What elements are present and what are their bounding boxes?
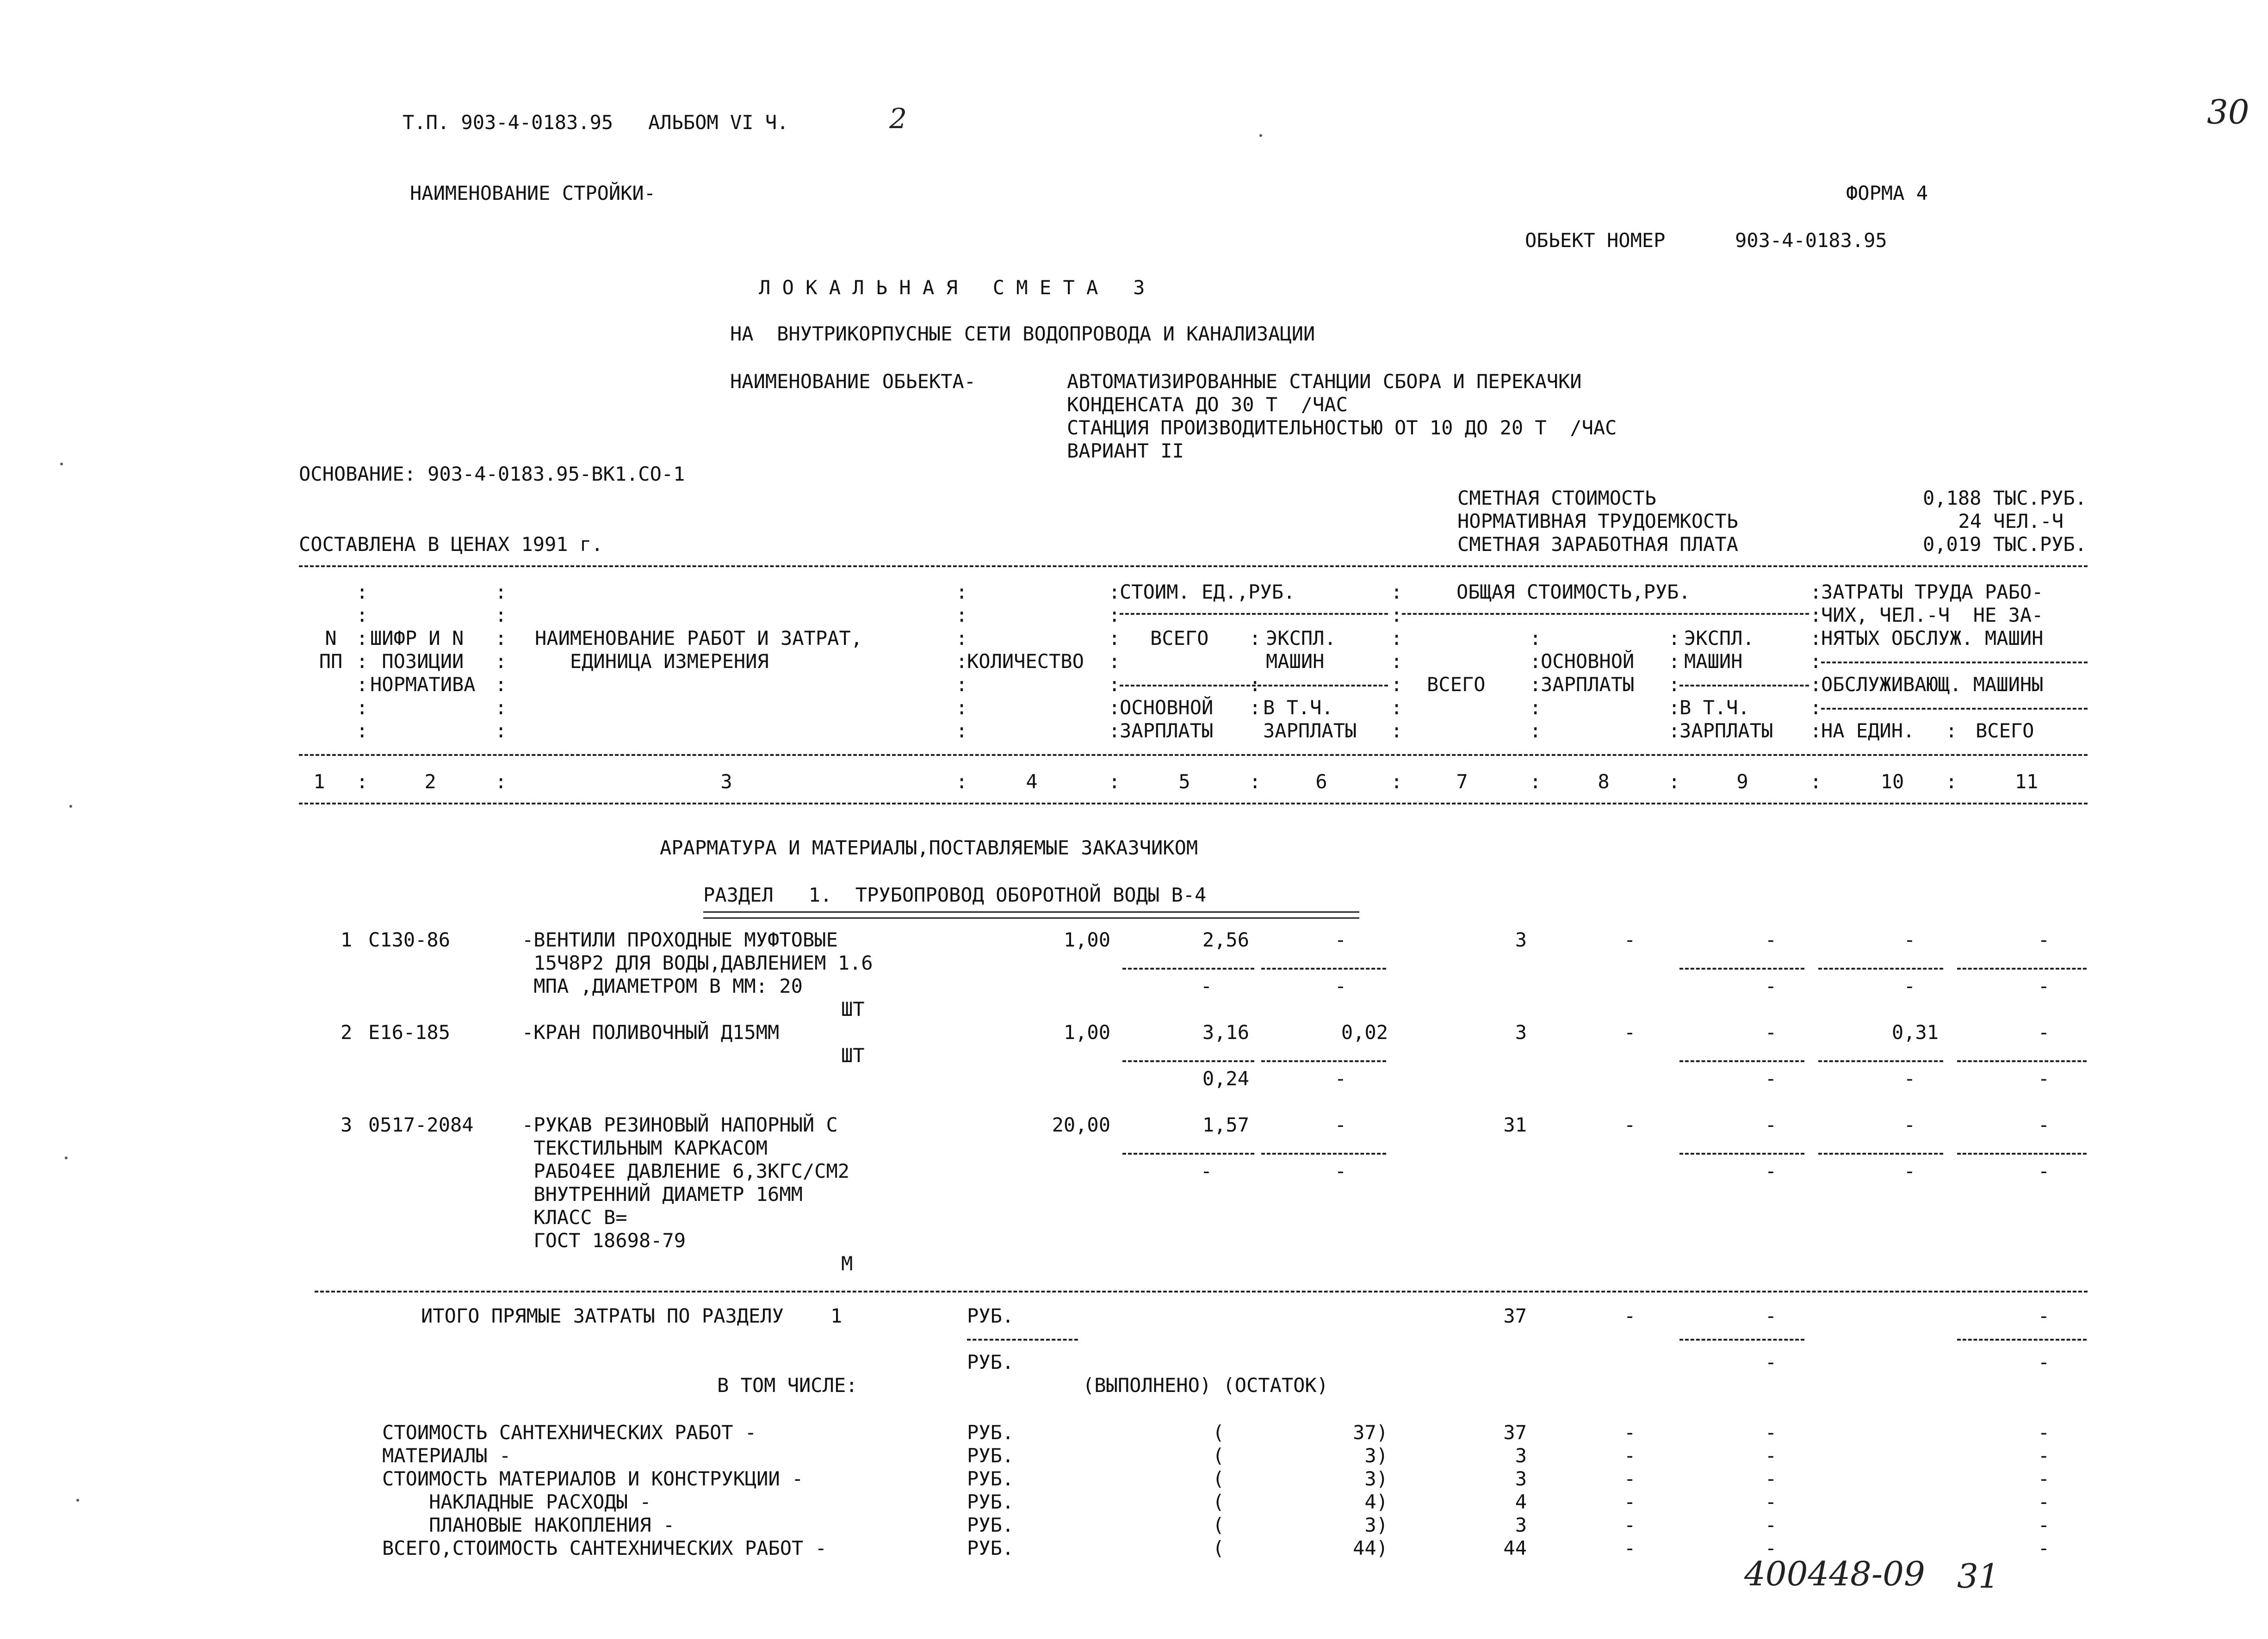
column-number: 10 (1880, 770, 1904, 793)
section-title: РАЗДЕЛ 1. ТРУБОПРОВОД ОБОРОТНОЙ ВОДЫ В-4 (703, 884, 1207, 906)
breakdown-label: ПЛАНОВЫЕ НАКОПЛЕНИЯ - (382, 1514, 675, 1536)
column-separator: : : : : : : : (1109, 581, 1121, 742)
item-total-machines: - (1765, 1113, 1777, 1136)
breakdown-total: 44 (1503, 1537, 1527, 1559)
breakdown-label: СТОИМОСТЬ САНТЕХНИЧЕСКИХ РАБОТ - (382, 1421, 757, 1444)
breakdown-label: ВСЕГО,СТОИМОСТЬ САНТЕХНИЧЕСКИХ РАБОТ - (382, 1537, 827, 1559)
summary-label: СМЕТНАЯ СТОИМОСТЬ (1457, 487, 1656, 509)
column-number: 8 (1598, 770, 1610, 793)
breakdown-label: МАТЕРИАЛЫ - (382, 1444, 511, 1467)
item-labor-unit: - (1903, 928, 1915, 951)
item-unit: ШТ (841, 1044, 865, 1067)
cell-rule (1818, 968, 1943, 970)
item-total: 31 (1503, 1113, 1527, 1136)
breakdown-dash: - (2038, 1491, 2050, 1513)
item-code: 0517-2084 (368, 1113, 474, 1136)
column-separator: : : : : : : : (356, 581, 368, 742)
header-top-rule (299, 565, 2088, 567)
breakdown-dash: - (1765, 1467, 1777, 1490)
breakdown-dash: - (1765, 1537, 1777, 1559)
item-labor-total: - (2038, 1160, 2050, 1182)
supply-title: АРАРМАТУРА И МАТЕРИАЛЫ,ПОСТАВЛЯЕМЫЕ ЗАКАЗЧИКОМ (660, 836, 1198, 859)
column-separator: : : : : : : : (1810, 581, 1822, 742)
col-number-rule (299, 803, 2088, 804)
item-labor-unit: - (1903, 975, 1915, 997)
scan-speck (69, 805, 72, 808)
item-total: 3 (1515, 1021, 1527, 1044)
breakdown-currency: РУБ. (967, 1514, 1014, 1536)
column-separator: : (356, 770, 368, 793)
breakdown-dash: - (1765, 1444, 1777, 1467)
header-unit-total: ВСЕГО (1150, 627, 1209, 649)
breakdown-total: 3 (1515, 1444, 1527, 1467)
item-code: Е16-185 (368, 1021, 451, 1044)
cell-rule (1818, 1060, 1943, 1062)
page-title: Л О К А Л Ь Н А Я С М Е Т А 3 (759, 276, 1145, 299)
breakdown-dash: - (2038, 1514, 2050, 1536)
object-name-line: ВАРИАНТ II (1067, 439, 1184, 462)
header-subrule (1821, 708, 2088, 710)
item-labor-total: - (2038, 1067, 2050, 1090)
cell-rule (1122, 968, 1254, 970)
breakdown-currency: РУБ. (967, 1421, 1014, 1444)
scan-speck (76, 1499, 79, 1502)
item-labor-unit: - (1903, 1067, 1915, 1090)
item-quantity: 1,00 (1063, 1021, 1110, 1044)
object-name-line: СТАНЦИЯ ПРОИЗВОДИТЕЛЬНОСТЬЮ ОТ 10 ДО 20 Т /ЧАС (1067, 416, 1617, 439)
column-number: 3 (720, 770, 732, 793)
item-total-machines: - (1765, 928, 1777, 951)
item-unit-wage: - (1200, 975, 1212, 997)
breakdown-dash: - (1624, 1537, 1636, 1559)
column-number: 9 (1736, 770, 1748, 793)
column-separator: : : : : : (1530, 627, 1542, 742)
breakdown-total: 3 (1515, 1467, 1527, 1490)
cell-rule (1818, 1153, 1943, 1155)
item-number: 2 (341, 1021, 353, 1044)
header-bottom-rule (299, 754, 2088, 756)
column-number: 7 (1456, 770, 1468, 793)
summary-label: НОРМАТИВНАЯ ТРУДОЕМКОСТЬ (1457, 510, 1738, 532)
breakdown-dash: - (2038, 1444, 2050, 1467)
breakdown-currency: РУБ. (967, 1467, 1014, 1490)
scan-speck (65, 1157, 68, 1159)
column-separator: : (956, 770, 968, 793)
breakdown-done: ( 4) (1212, 1491, 1388, 1513)
construction-label: НАИМЕНОВАНИЕ СТРОЙКИ- (410, 182, 656, 204)
column-number: 4 (1026, 770, 1038, 793)
item-labor-unit: - (1903, 1160, 1915, 1182)
header-total-cost: ОБЩАЯ СТОИМОСТЬ,РУБ. (1456, 581, 1691, 603)
breakdown-currency: РУБ. (967, 1537, 1014, 1559)
page-subtitle: НА ВНУТРИКОРПУСНЫЕ СЕТИ ВОДОПРОВОДА И КАНАЛИЗАЦИИ (730, 322, 1315, 345)
breakdown-done: ( 3) (1212, 1444, 1388, 1467)
header-subrule (1821, 662, 2088, 663)
header-subrule (1679, 685, 1809, 687)
item-name-line: РАБО4ЕЕ ДАВЛЕНИЕ 6,3КГС/СМ2 (522, 1160, 850, 1182)
item-quantity: 1,00 (1063, 928, 1110, 951)
object-name-line: КОНДЕНСАТА ДО 30 Т /ЧАС (1067, 393, 1348, 416)
column-number: 1 (313, 770, 325, 793)
breakdown-total: 37 (1503, 1421, 1527, 1444)
item-labor-unit: - (1903, 1113, 1915, 1136)
breakdown-done: ( 37) (1212, 1421, 1388, 1444)
column-separator: : (1946, 770, 1958, 793)
item-total-wage: - (1624, 928, 1636, 951)
item-unit: М (841, 1252, 853, 1275)
breakdown-dash: - (2038, 1421, 2050, 1444)
header-cell-quantity: КОЛИЧЕСТВО (967, 650, 1084, 673)
header-labor-per-unit: НА ЕДИН. (1821, 719, 1915, 742)
cell-rule (1957, 1153, 2087, 1155)
item-total-machines: - (1765, 1021, 1777, 1044)
header-total-all: ВСЕГО (1427, 673, 1486, 696)
summary-value: 0,019 ТЫС.РУБ. (1922, 533, 2087, 556)
column-separator: : (1668, 770, 1680, 793)
breakdown-dash: - (1624, 1491, 1636, 1513)
header-total-machines: ЭКСПЛ. МАШИН (1684, 627, 1754, 673)
handwritten-part-number: 2 (889, 103, 907, 135)
item-unit-total: 2,56 (1202, 928, 1249, 951)
column-number: 11 (2014, 770, 2039, 793)
column-separator: : (495, 770, 507, 793)
breakdown-total: 3 (1515, 1514, 1527, 1536)
cell-rule (1261, 1153, 1386, 1155)
breakdown-total: 4 (1515, 1491, 1527, 1513)
item-number: 3 (341, 1113, 353, 1136)
header-cell-code: ШИФР И N ПОЗИЦИИ НОРМАТИВА (370, 627, 476, 696)
cell-rule (1679, 1153, 1804, 1155)
item-unit-incl-wage: - (1334, 1067, 1346, 1090)
item-unit-machines: 0,02 (1341, 1021, 1388, 1044)
item-total-wage: - (1624, 1113, 1636, 1136)
direct-costs-currency: РУБ. (967, 1305, 1014, 1327)
form-label: ФОРМА 4 (1846, 182, 1928, 204)
cell-rule (1957, 968, 2087, 970)
header-total-wage: ОСНОВНОЙ ЗАРПЛАТЫ (1541, 650, 1635, 696)
section-double-rule (703, 911, 1359, 919)
item-name-line: 15Ч8Р2 ДЛЯ ВОДЫ,ДАВЛЕНИЕМ 1.6 (522, 952, 873, 974)
cell-rule (967, 1339, 1078, 1341)
column-separator: : (1249, 770, 1261, 793)
item-name-line: -ВЕНТИЛИ ПРОХОДНЫЕ МУФТОВЫЕ (522, 928, 838, 951)
item-name-line: ВНУТРЕННИЙ ДИАМЕТР 16ММ (522, 1183, 803, 1206)
column-separator: : : : : : : : (495, 581, 507, 742)
handwritten-page-number: 31 (1957, 1557, 2000, 1596)
column-number: 2 (424, 770, 436, 793)
header-unit-wage: ОСНОВНОЙ ЗАРПЛАТЫ (1120, 696, 1214, 742)
item-total-incl-wage: - (1765, 1067, 1777, 1090)
header-subrule (1402, 613, 1809, 615)
breakdown-dash: - (2038, 1467, 2050, 1490)
header-labor-machines: ОБСЛУЖИВАЮЩ. МАШИНЫ (1821, 673, 2044, 696)
item-name-line: ТЕКСТИЛЬНЫМ КАРКАСОМ (522, 1137, 768, 1159)
breakdown-currency: РУБ. (967, 1491, 1014, 1513)
column-separator: : (1391, 770, 1403, 793)
cell-rule (1957, 1339, 2087, 1341)
breakdown-done: ( 44) (1212, 1537, 1388, 1559)
column-separator: : : : : : : : (956, 581, 968, 742)
object-number-value: 903-4-0183.95 (1735, 229, 1887, 252)
column-separator: : (1109, 770, 1121, 793)
header-labor-total: ВСЕГО (1976, 719, 2034, 742)
item-labor-total: - (2038, 1113, 2050, 1136)
breakdown-done: ( 3) (1212, 1514, 1388, 1536)
done-remaining-label: (ВЫПОЛНЕНО) (ОСТАТОК) (1083, 1374, 1329, 1397)
breakdown-dash: - (1624, 1467, 1636, 1490)
direct-costs-wage: - (1624, 1305, 1636, 1327)
column-separator: : (1810, 770, 1822, 793)
item-unit-machines: - (1334, 1113, 1346, 1136)
summary-label: СМЕТНАЯ ЗАРАБОТНАЯ ПЛАТА (1457, 533, 1738, 556)
item-unit-machines: - (1334, 928, 1346, 951)
totals-top-rule (315, 1291, 2088, 1293)
item-unit-total: 1,57 (1202, 1113, 1249, 1136)
breakdown-currency: РУБ. (967, 1444, 1014, 1467)
object-name-label: НАИМЕНОВАНИЕ ОБЬЕКТА- (730, 370, 976, 393)
item-labor-total: - (2038, 928, 2050, 951)
item-unit-wage: 0,24 (1202, 1067, 1249, 1090)
handwritten-archive-code: 400448-09 (1744, 1554, 1925, 1593)
column-separator: : (1530, 770, 1542, 793)
column-number: 6 (1315, 770, 1327, 793)
breakdown-dash: - (1624, 1421, 1636, 1444)
item-unit-incl-wage: - (1334, 975, 1346, 997)
item-name-line: -РУКАВ РЕЗИНОВЫЙ НАПОРНЫЙ С (522, 1113, 838, 1136)
item-unit-incl-wage: - (1334, 1160, 1346, 1182)
cell-rule (1122, 1060, 1254, 1062)
direct-costs-labor: - (2038, 1351, 2050, 1373)
item-name-line: КЛАСС В= (522, 1206, 627, 1229)
direct-costs-machines: - (1765, 1351, 1777, 1373)
direct-costs-total: 37 (1503, 1305, 1527, 1327)
item-unit-wage: - (1200, 1160, 1212, 1182)
cell-rule (1261, 968, 1386, 970)
summary-value: 0,188 ТЫС.РУБ. (1922, 487, 2087, 509)
breakdown-done: ( 3) (1212, 1467, 1388, 1490)
header-unit-cost: СТОИМ. ЕД.,РУБ. (1120, 581, 1295, 603)
item-total: 3 (1515, 928, 1527, 951)
object-name-line: АВТОМАТИЗИРОВАННЫЕ СТАНЦИИ СБОРА И ПЕРЕКАЧКИ (1067, 370, 1582, 393)
breakdown-dash: - (1765, 1514, 1777, 1536)
column-separator: : : : (1249, 627, 1261, 719)
breakdown-label: СТОИМОСТЬ МАТЕРИАЛОВ И КОНСТРУКЦИИ - (382, 1467, 804, 1490)
column-separator: : : : : : : : (1391, 581, 1403, 742)
item-total-wage: - (1624, 1021, 1636, 1044)
item-quantity: 20,00 (1052, 1113, 1110, 1136)
handwritten-page-mark: 30 (2207, 93, 2249, 131)
column-separator: : (1946, 719, 1958, 742)
item-total-incl-wage: - (1765, 975, 1777, 997)
cell-rule (1261, 1060, 1386, 1062)
item-unit-total: 3,16 (1202, 1021, 1249, 1044)
cell-rule (1679, 1339, 1804, 1341)
item-labor-total: - (2038, 975, 2050, 997)
scan-speck (1259, 134, 1262, 137)
header-cell-name: НАИМЕНОВАНИЕ РАБОТ И ЗАТРАТ, ЕДИНИЦА ИЗМЕРЕНИЯ (535, 627, 863, 673)
document-reference: Т.П. 903-4-0183.95 АЛЬБОМ VI Ч. (403, 111, 789, 134)
direct-costs-machines: - (1765, 1305, 1777, 1327)
column-number: 5 (1178, 770, 1190, 793)
direct-costs-label: ИТОГО ПРЯМЫЕ ЗАТРАТЫ ПО РАЗДЕЛУ 1 (421, 1305, 843, 1327)
item-name-line: -КРАН ПОЛИВОЧНЫЙ Д15ММ (522, 1021, 780, 1044)
cell-rule (1679, 968, 1804, 970)
item-number: 1 (341, 928, 353, 951)
header-subrule (1120, 685, 1388, 687)
breakdown-dash: - (1765, 1421, 1777, 1444)
object-number-label: ОБЬЕКТ НОМЕР (1525, 229, 1666, 252)
breakdown-dash: - (1624, 1444, 1636, 1467)
item-code: С130-86 (368, 928, 451, 951)
header-unit-machines: ЭКСПЛ. МАШИН (1266, 627, 1336, 673)
basis-text: ОСНОВАНИЕ: 903-4-0183.95-ВК1.СО-1 (299, 463, 685, 485)
summary-value: 24 ЧЕЛ.-Ч (1958, 510, 2064, 532)
direct-costs-labor: - (2038, 1305, 2050, 1327)
prices-note: СОСТАВЛЕНА В ЦЕНАХ 1991 г. (299, 533, 603, 556)
cell-rule (1122, 1153, 1254, 1155)
item-labor-unit: 0,31 (1891, 1021, 1939, 1044)
header-labor: ЗАТРАТЫ ТРУДА РАБО- ЧИХ, ЧЕЛ.-Ч НЕ ЗА- НЯТЫХ ОБСЛУЖ. МАШИН (1821, 581, 2044, 649)
cell-rule (1679, 1060, 1804, 1062)
cell-rule (1957, 1060, 2087, 1062)
breakdown-dash: - (2038, 1537, 2050, 1559)
breakdown-dash: - (1624, 1514, 1636, 1536)
including-label: В ТОМ ЧИСЛЕ: (717, 1374, 858, 1397)
item-unit: ШТ (841, 998, 865, 1021)
direct-costs-currency: РУБ. (967, 1351, 1014, 1373)
item-total-incl-wage: - (1765, 1160, 1777, 1182)
breakdown-dash: - (1765, 1491, 1777, 1513)
header-total-incl-wage: В Т.Ч. ЗАРПЛАТЫ (1679, 696, 1773, 742)
breakdown-label: НАКЛАДНЫЕ РАСХОДЫ - (382, 1491, 651, 1513)
column-separator: : : : : : (1668, 627, 1680, 742)
header-subrule (1120, 613, 1388, 615)
item-labor-total: - (2038, 1021, 2050, 1044)
header-unit-incl-wage: В Т.Ч. ЗАРПЛАТЫ (1263, 696, 1357, 742)
scan-speck (60, 463, 63, 465)
header-cell-number: N ПП (319, 627, 343, 673)
item-name-line: МПА ,ДИАМЕТРОМ В ММ: 20 (522, 975, 803, 997)
item-name-line: ГОСТ 18698-79 (522, 1229, 686, 1252)
